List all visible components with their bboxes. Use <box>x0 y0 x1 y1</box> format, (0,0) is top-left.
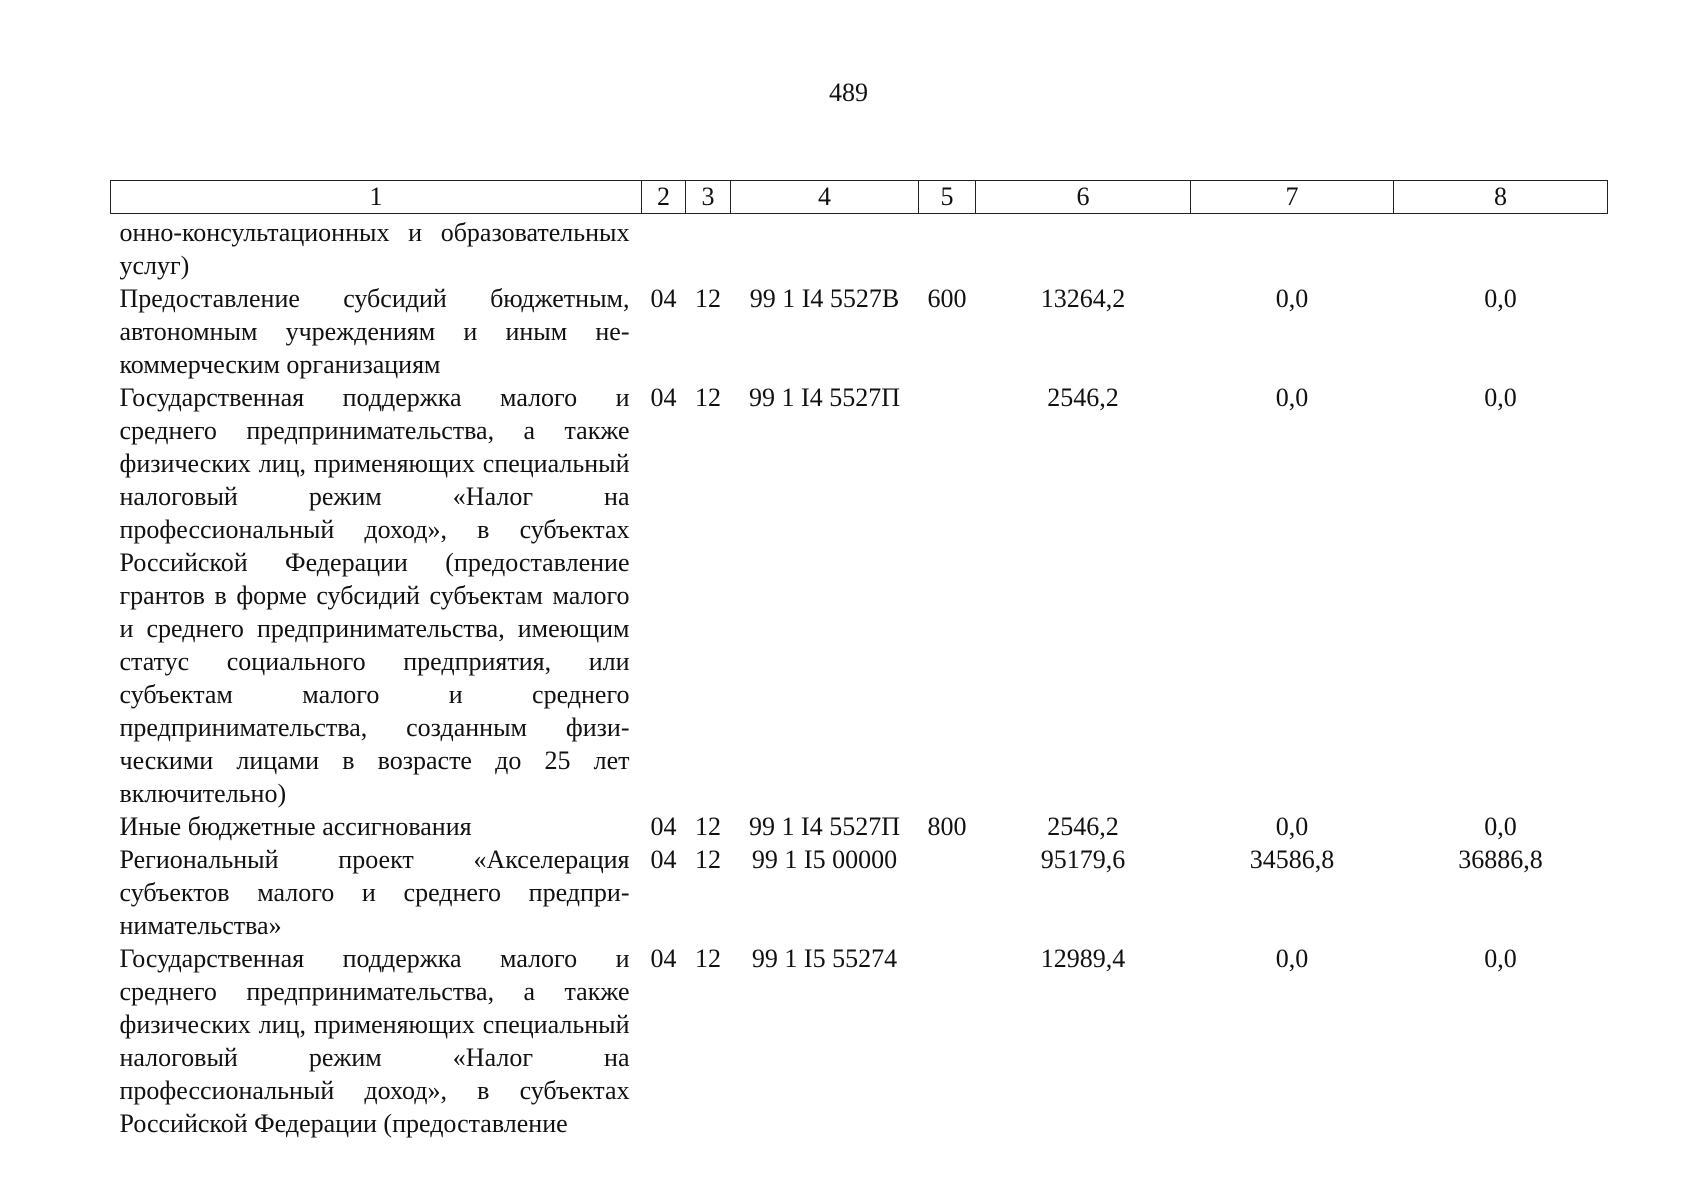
row-value-7: 34586,8 <box>1249 845 1335 874</box>
row-expense-type: 800 <box>927 812 967 841</box>
row-value-7: 0,0 <box>1275 284 1309 313</box>
header-col-4: 4 <box>731 181 919 214</box>
row-target-code: 99 1 I5 00000 <box>751 845 898 874</box>
row-subsection <box>686 214 731 283</box>
row-section <box>642 214 686 283</box>
row-name: Государственная поддержка малого и среднего предпринимательства, а также физических лиц, применяющих специальный налоговый режим «Налог на профессиональный доход», в субъектах Российской Федерации (предоставление грантов в форме субсидий субъектам малого и среднего предпринимательства, имеющим статус социального предприятия, или субъектам малого и среднего предпринимательства, созданным физическими лицами в возрасте до 25 лет включительно) <box>119 383 630 808</box>
row-value-6: 13264,2 <box>1040 284 1126 313</box>
budget-table <box>110 180 1608 1140</box>
row-name: онно-консультационных и образовательных услуг) <box>119 218 630 280</box>
header-col-2: 2 <box>642 181 686 214</box>
row-expense-type <box>919 214 976 283</box>
row-value-6: 95179,6 <box>1040 845 1126 874</box>
row-section: 04 <box>650 812 677 841</box>
row-subsection: 12 <box>695 284 721 313</box>
row-section: 04 <box>650 383 677 412</box>
row-name: Государственная поддержка малого и среднего предпринимательства, а также физических лиц, применяющих специальный налоговый режим «Налог на профессиональный доход», в субъектах Российской Федерации (предоставление <box>119 944 630 1138</box>
table-row <box>111 282 1608 381</box>
row-value-6: 2546,2 <box>1047 812 1119 841</box>
row-value-8: 0,0 <box>1484 944 1517 973</box>
row-value-7: 0,0 <box>1275 383 1309 412</box>
row-expense-type <box>919 942 976 1140</box>
header-col-1: 1 <box>111 181 642 214</box>
row-subsection: 12 <box>695 812 721 841</box>
row-value-8 <box>1394 214 1608 283</box>
row-value-7: 0,0 <box>1275 812 1309 841</box>
row-target-code: 99 1 I4 5527П <box>749 383 900 412</box>
row-value-8: 0,0 <box>1484 284 1517 313</box>
row-name: Предоставление субсидий бюджетным, автономным учреждениям и иным некоммерческим организациям <box>119 284 630 379</box>
row-target-code: 99 1 I5 55274 <box>751 944 898 973</box>
row-value-8: 0,0 <box>1484 383 1517 412</box>
row-value-8: 0,0 <box>1484 812 1517 841</box>
row-target-code: 99 1 I4 5527П <box>749 812 900 841</box>
table-row <box>111 810 1608 843</box>
header-col-6: 6 <box>976 181 1191 214</box>
row-value-8: 36886,8 <box>1458 845 1543 874</box>
row-value-6 <box>976 214 1191 283</box>
row-target-code <box>731 214 919 283</box>
row-expense-type <box>919 381 976 810</box>
row-value-6: 12989,4 <box>1040 944 1126 973</box>
row-value-7 <box>1191 214 1394 283</box>
table-header-row <box>111 181 1608 214</box>
row-name: Региональный проект «Акселерация субъектов малого и среднего предпринимательства» <box>119 845 630 940</box>
row-value-7: 0,0 <box>1275 944 1309 973</box>
row-value-6: 2546,2 <box>1047 383 1119 412</box>
table-row <box>111 843 1608 942</box>
row-subsection: 12 <box>695 845 721 874</box>
row-name: Иные бюджетные ассигнования <box>119 812 472 841</box>
row-target-code: 99 1 I4 5527В <box>749 284 900 313</box>
row-section: 04 <box>650 284 677 313</box>
row-subsection: 12 <box>695 383 721 412</box>
header-col-8: 8 <box>1394 181 1608 214</box>
row-expense-type: 600 <box>927 284 967 313</box>
header-col-5: 5 <box>919 181 976 214</box>
page-number: 489 <box>829 78 868 107</box>
row-expense-type <box>919 843 976 942</box>
header-col-7: 7 <box>1191 181 1394 214</box>
header-col-3: 3 <box>686 181 731 214</box>
row-section: 04 <box>650 845 677 874</box>
table-row <box>111 942 1608 1140</box>
row-subsection: 12 <box>695 944 721 973</box>
row-section: 04 <box>650 944 677 973</box>
table-row <box>111 214 1608 283</box>
table-row <box>111 381 1608 810</box>
